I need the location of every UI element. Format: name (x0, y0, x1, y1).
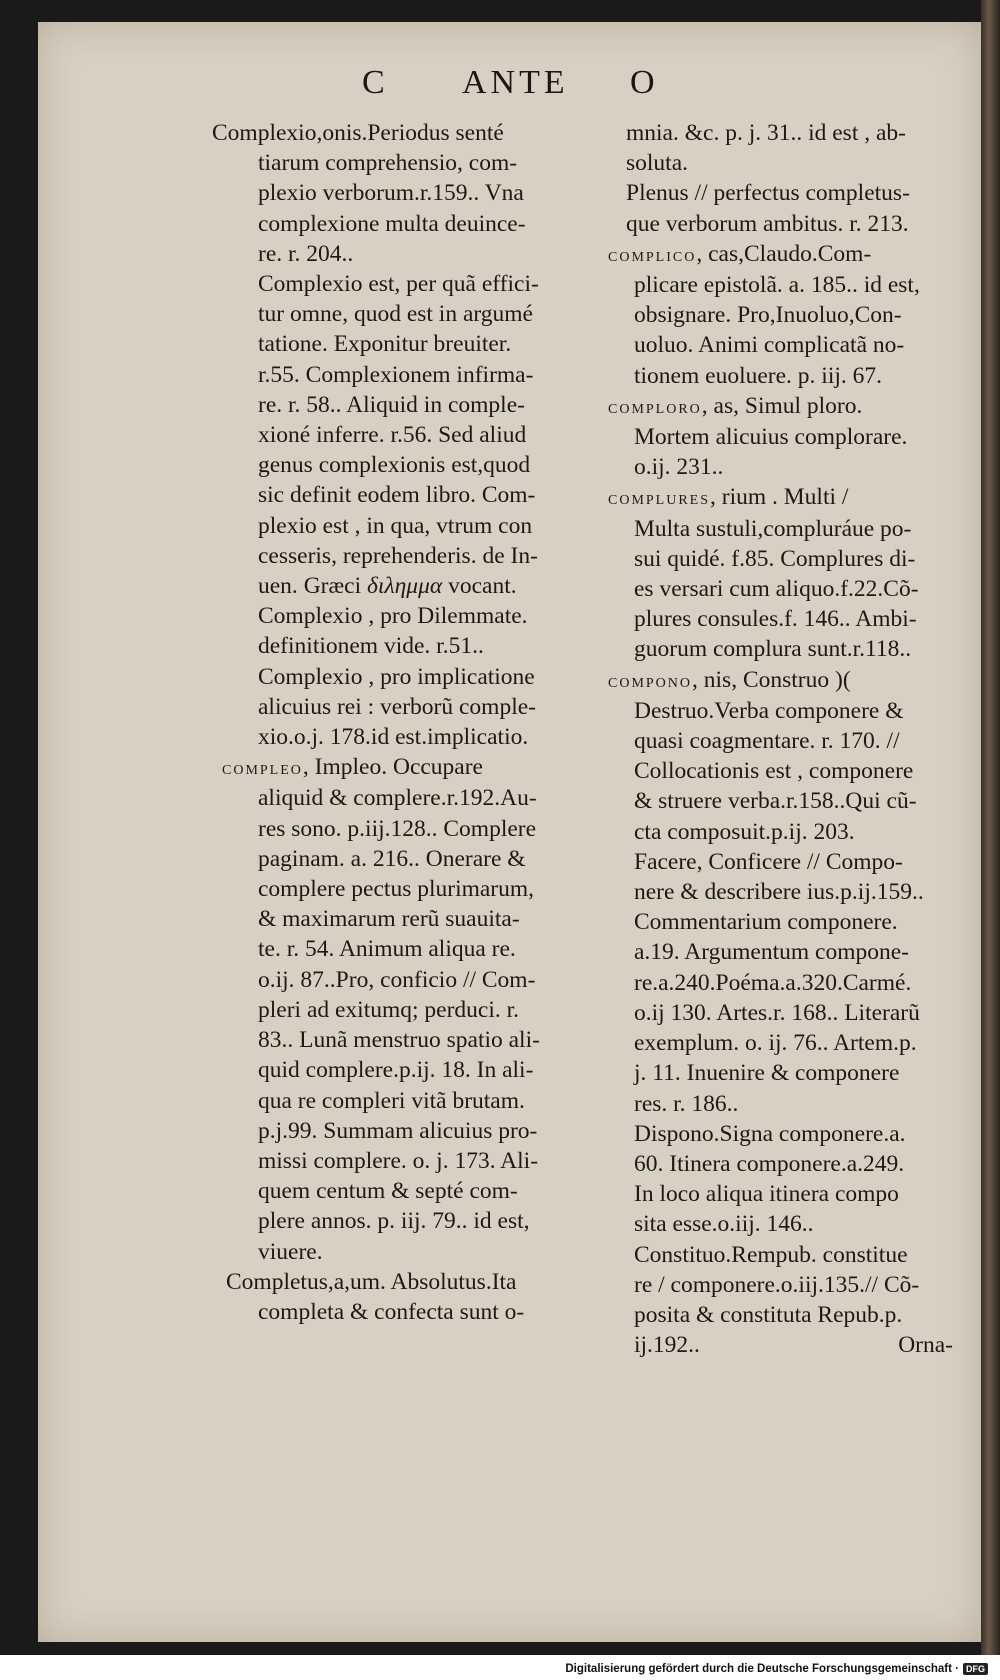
entry-line: mnia. &c. p. j. 31.. id est , ab- (626, 120, 906, 146)
entry-line: o.ij. 231.. (634, 454, 724, 481)
entry-line: & struere verba.r.158..Qui cũ- (634, 788, 917, 815)
credit-text: Digitalisierung gefördert durch die Deutsche Forschungsgemeinschaft · (565, 1663, 959, 1675)
headword: compono (608, 669, 693, 692)
entry-line: sui quidé. f.85. Complures di- (634, 545, 916, 572)
entry-line: exemplum. o. ij. 76.. Artem.p. (634, 1030, 917, 1057)
entry-line: complexione multa deuince- (258, 210, 526, 237)
entry-line: paginam. a. 216.. Onerare & (258, 845, 526, 872)
entry-line: p.j.99. Summam alicuius pro- (258, 1117, 538, 1144)
entry-line: obsignare. Pro,Inuoluo,Con- (634, 302, 902, 329)
entry-line: viuere. (258, 1238, 323, 1265)
entry-line: quem centum & septé com- (258, 1178, 518, 1205)
entry-line: Collocationis est , componere (634, 758, 914, 785)
entry-completus (226, 1267, 602, 1327)
entry-complexio-dilemma (232, 601, 602, 661)
entry-comploro (608, 391, 983, 483)
entry-line: plicare epistolã. a. 185.. id est, (634, 272, 920, 299)
entry-line: sita esse.o.iij. 146.. (634, 1211, 814, 1238)
entry-line: soluta. (626, 150, 689, 177)
entry-line: o.ij. 87..Pro, conficio // Com- (258, 966, 536, 993)
entry-line: posita & constituta Repub.p. (634, 1301, 903, 1328)
entry-headline (608, 239, 983, 270)
entry-text: uen. (258, 573, 298, 600)
entry-line: definitionem vide. r.51.. (258, 633, 484, 660)
entry-headline (608, 391, 983, 422)
entry-complexio (212, 118, 602, 269)
entry-line: Plenus // perfectus completus- (626, 180, 910, 207)
entry-line: genus complexionis est,quod (258, 452, 531, 479)
entry-line: res. r. 186.. (634, 1090, 739, 1117)
entry-line: complere pectus plurimarum, (258, 876, 535, 903)
entry-line: 83.. Lunã menstruo spatio ali- (258, 1027, 540, 1054)
entry-line: res sono. p.iij.128.. Complere (258, 815, 537, 842)
entry-line: qua re compleri vitã brutam. (258, 1087, 525, 1114)
entry-headline (608, 482, 983, 513)
entry-line: re.a.240.Poéma.a.320.Carmé. (634, 969, 912, 996)
right-column (608, 118, 983, 1360)
entry-text: , Impleo. Occupare (302, 754, 483, 781)
entry-line: sic definit eodem libro. Com- (258, 482, 536, 509)
entry-headline: Completus,a,um. Absolutus.Ita (226, 1268, 517, 1295)
entry-line: es versari cum aliquo.f.22.Cõ- (634, 576, 919, 603)
entry-line: Complexio , pro implicatione (258, 663, 535, 690)
headword: complico (608, 243, 697, 266)
entry-line: aliquid & complere.r.192.Au- (258, 785, 537, 812)
entry-line: que verborum ambitus. r. 213. (626, 210, 909, 237)
entry-plenus (608, 178, 983, 238)
header-right-letter: O (630, 64, 659, 101)
entry-line: xioné inferre. r.56. Sed aliud (258, 422, 527, 449)
entry-line: quasi coagmentare. r. 170. // (634, 728, 900, 755)
header-left-letter: C (362, 64, 389, 101)
entry-compono (608, 665, 983, 1119)
headword: complures (608, 487, 711, 510)
headword: comploro (608, 395, 702, 418)
entry-line: plere annos. p. iij. 79.. id est, (258, 1208, 530, 1235)
entry-line: missi complere. o. j. 173. Ali- (258, 1147, 539, 1174)
entry-line (608, 1330, 983, 1360)
entry-line: Complexio est, per quã effici- (258, 271, 539, 298)
digitization-credit (565, 1660, 988, 1678)
entry-line: plexio est , in qua, vtrum con (258, 512, 533, 539)
entry-line: cta composuit.p.ij. 203. (634, 818, 855, 845)
left-column (212, 118, 602, 1327)
entry-line: 60. Itinera componere.a.249. (634, 1150, 905, 1177)
entry-line: te. r. 54. Animum aliqua re. (258, 936, 516, 963)
entry-line: r.55. Complexionem infirma- (258, 361, 534, 388)
header-center-word: ANTE (462, 64, 569, 101)
entry-line: guorum complura sunt.r.118.. (634, 636, 912, 663)
entry-text: , nis, Construo )( (692, 666, 851, 693)
entry-line: tionem euoluere. p. iij. 67. (634, 362, 883, 389)
page-edge (981, 0, 1000, 1655)
entry-line: re. r. 58.. Aliquid in comple- (258, 391, 525, 418)
entry-headline (222, 752, 602, 783)
running-header (0, 64, 1000, 114)
entry-line: plures consules.f. 146.. Ambi- (634, 606, 917, 633)
entry-line: Complexio , pro Dilemmate. (258, 603, 528, 630)
entry-line: alicuius rei : verborũ comple- (258, 693, 536, 720)
entry-line: plexio verborum.r.159.. Vna (258, 180, 524, 207)
entry-line: tatione. Exponitur breuiter. (258, 331, 512, 358)
entry-constituo (608, 1240, 983, 1361)
entry-line: pleri ad exitumq; perduci. r. (258, 996, 520, 1023)
entry-complexio-implicatio (232, 662, 602, 753)
entry-line: Constituo.Rempub. constitue (634, 1241, 908, 1268)
entry-line: Commentarium componere. (634, 909, 898, 936)
entry-text: , as, Simul ploro. (701, 392, 863, 419)
entry-line (232, 571, 602, 601)
headword: compleo (222, 757, 303, 780)
entry-line: uoluo. Animi complicatã no- (634, 332, 905, 359)
entry-line: Mortem alicuius complorare. (634, 424, 908, 451)
entry-line: a.19. Argumentum compone- (634, 939, 909, 966)
dfg-logo-icon: DFG (963, 1663, 988, 1675)
entry-line: re. r. 204.. (258, 240, 354, 267)
entry-line: Destruo.Verba componere & (634, 697, 904, 724)
entry-line: xio.o.j. 178.id est.implicatio. (258, 724, 529, 751)
entry-line: tiarum comprehensio, com- (258, 150, 518, 177)
entry-line: tur omne, quod est in argumé (258, 301, 533, 328)
entry-complexio-definition (232, 269, 602, 601)
entry-complico (608, 239, 983, 391)
entry-text: vocant. (448, 573, 517, 600)
entry-text: Græci (303, 573, 362, 600)
catchword: Orna- (898, 1332, 953, 1359)
entry-text: , cas,Claudo.Com- (696, 240, 872, 267)
entry-line: cesseris, reprehenderis. de In- (258, 542, 538, 569)
entry-line: Multa sustuli,compluráue po- (634, 515, 912, 542)
entry-continuation (608, 118, 983, 178)
entry-complures (608, 482, 983, 664)
entry-text: , rium . Multi / (710, 484, 849, 511)
entry-dispono (608, 1119, 983, 1240)
entry-text: ij.192.. (634, 1332, 700, 1359)
entry-line: o.ij 130. Artes.r. 168.. Literarũ (634, 999, 920, 1026)
entry-compleo (222, 752, 602, 1266)
greek-word: διλημμα (367, 573, 443, 600)
entry-headline: Complexio,onis.Periodus senté (212, 120, 504, 146)
entry-line: & maximarum rerũ suauita- (258, 906, 520, 933)
entry-line: In loco aliqua itinera compo (634, 1181, 899, 1208)
entry-line: nere & describere ius.p.ij.159.. (634, 879, 924, 906)
entry-line: quid complere.p.ij. 18. In ali- (258, 1057, 534, 1084)
entry-line: completa & confecta sunt o- (258, 1298, 525, 1325)
entry-line: Facere, Conficere // Compo- (634, 848, 903, 875)
entry-line: Dispono.Signa componere.a. (634, 1120, 906, 1147)
entry-headline (608, 665, 983, 696)
entry-line: j. 11. Inuenire & componere (634, 1060, 900, 1087)
entry-line: re / componere.o.iij.135.// Cõ- (634, 1271, 920, 1298)
